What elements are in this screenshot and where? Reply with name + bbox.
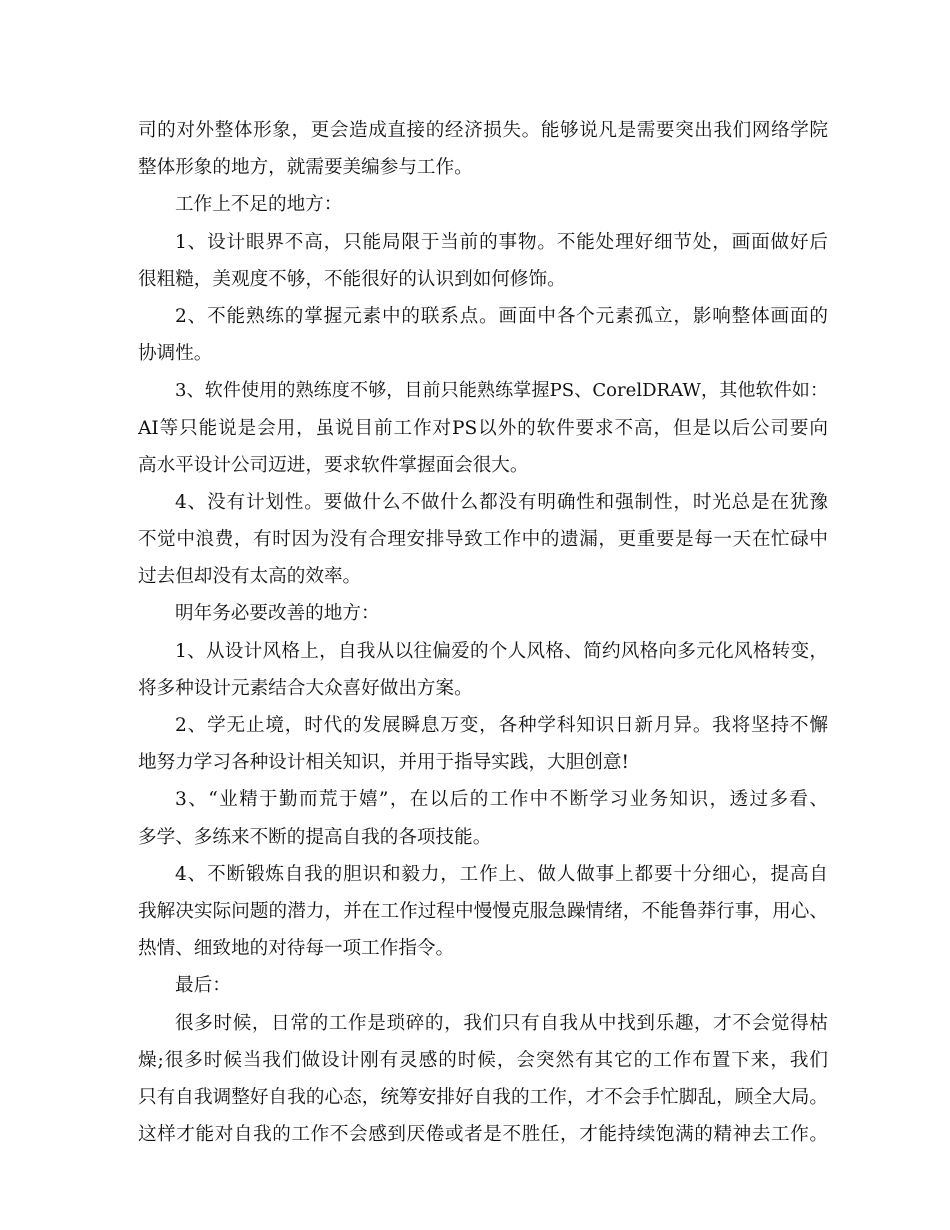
text-line: 明年务必要改善的地方： (175, 603, 380, 625)
text-line: 2、学无止境，时代的发展瞬息万变，各种学科知识日新月异。我将坚持不懈 (175, 715, 828, 736)
text-line: 我解决实际问题的潜力，并在工作过程中慢慢克服急躁情绪，不能鲁莽行事，用心、 (138, 900, 828, 922)
text-line: 不觉中浪费，有时因为没有合理安排导致工作中的遗漏，更重要是每一天在忙碌中 (138, 529, 828, 551)
text-line: 4、不断锻炼自我的胆识和毅力，工作上、做人做事上都要十分细心，提高自 (175, 863, 828, 885)
text-line: 很粗糙，美观度不够，不能很好的认识到如何修饰。 (138, 268, 566, 290)
text-line: 1、从设计风格上，自我从以往偏爱的个人风格、简约风格向多元化风格转变， (175, 640, 828, 662)
text-line: 最后： (175, 975, 231, 997)
text-line: 很多时候，日常的工作是琐碎的，我们只有自我从中找到乐趣，才不会觉得枯 (175, 1012, 828, 1034)
text-line: 司的对外整体形象，更会造成直接的经济损失。能够说凡是需要突出我们网络学院 (138, 120, 828, 141)
text-line: AI等只能说是会用，虽说目前工作对PS以外的软件要求不高，但是以后公司要向 (138, 417, 828, 439)
text-line: 过去但却没有太高的效率。 (138, 566, 362, 588)
text-line: 只有自我调整好自我的心态，统筹安排好自我的工作，才不会手忙脚乱，顾全大局。 (138, 1086, 828, 1108)
text-line: 这样才能对自我的工作不会感到厌倦或者是不胜任，才能持续饱满的精神去工作。 (138, 1124, 828, 1146)
text-line: 3、软件使用的熟练度不够，目前只能熟练掌握PS、CorelDRAW，其他软件如： (175, 380, 828, 402)
text-line: 多学、多练来不断的提高自我的各项技能。 (138, 826, 492, 848)
text-line: 1、设计眼界不高，只能局限于当前的事物。不能处理好细节处，画面做好后 (175, 231, 828, 253)
text-line: 燥;很多时候当我们做设计刚有灵感的时候，会突然有其它的工作布置下来，我们 (138, 1049, 828, 1071)
text-line: 将多种设计元素结合大众喜好做出方案。 (138, 677, 473, 699)
text-line: 工作上不足的地方： (175, 194, 343, 216)
text-line: 协调性。 (138, 343, 213, 365)
text-line: 4、没有计划性。要做什么不做什么都没有明确性和强制性，时光总是在犹豫 (175, 491, 828, 513)
text-line: 2、不能熟练的掌握元素中的联系点。画面中各个元素孤立，影响整体画面的 (175, 305, 828, 327)
text-line: 3、“业精于勤而荒于嬉”，在以后的工作中不断学习业务知识，透过多看、 (175, 789, 828, 811)
text-line: 高水平设计公司迈进，要求软件掌握面会很大。 (138, 454, 529, 476)
document-body (138, 112, 828, 1153)
text-line: 地努力学习各种设计相关知识，并用于指导实践，大胆创意! (138, 752, 629, 774)
text-line: 整体形象的地方，就需要美编参与工作。 (138, 157, 473, 179)
text-line: 热情、细致地的对待每一项工作指令。 (138, 938, 455, 960)
